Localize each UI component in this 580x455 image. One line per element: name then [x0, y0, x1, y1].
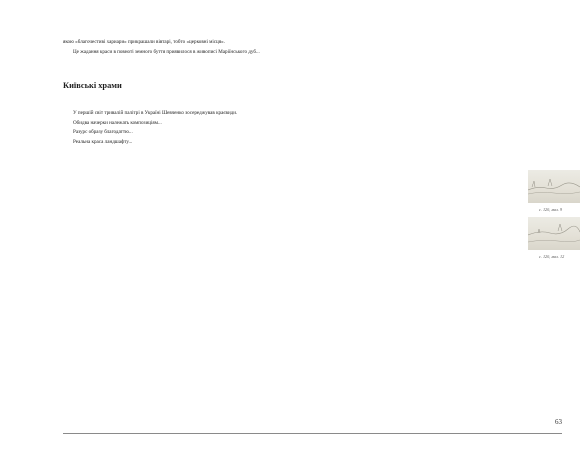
main-text-column: [63, 38, 521, 148]
intro-paragraph: якою «благочестиві хариари» прикрашали вівтарі, тобто «церковні місця».: [63, 39, 225, 45]
landscape-sketch-thumbnail: [528, 170, 580, 203]
thumbnail-caption: с. 120, мал. 12: [539, 254, 565, 259]
page-number: 63: [555, 418, 562, 426]
landscape-sketch-icon: [528, 170, 580, 203]
body-paragraph: Обидва начерки належать композиціям...: [73, 119, 162, 126]
thumbnail-caption: с. 120, мал. 9: [539, 207, 563, 212]
footer-rule: [63, 433, 562, 434]
body-paragraph: У першій світ тривалій палітрі в Україні Шевченко зосереджував краєвиди.: [73, 110, 238, 117]
landscape-sketch-thumbnail: [528, 217, 580, 250]
body-paragraph: Разурс образу благодаттю...: [73, 129, 133, 136]
intro-paragraph: Це жадання краси в повноті земного буття приявилося в живописі Маріїнського дуб...: [73, 48, 260, 55]
landscape-sketch-icon: [528, 217, 580, 250]
section-heading: Київські храми: [63, 81, 122, 91]
body-paragraph: Реальна краса ландшафту...: [73, 138, 133, 145]
